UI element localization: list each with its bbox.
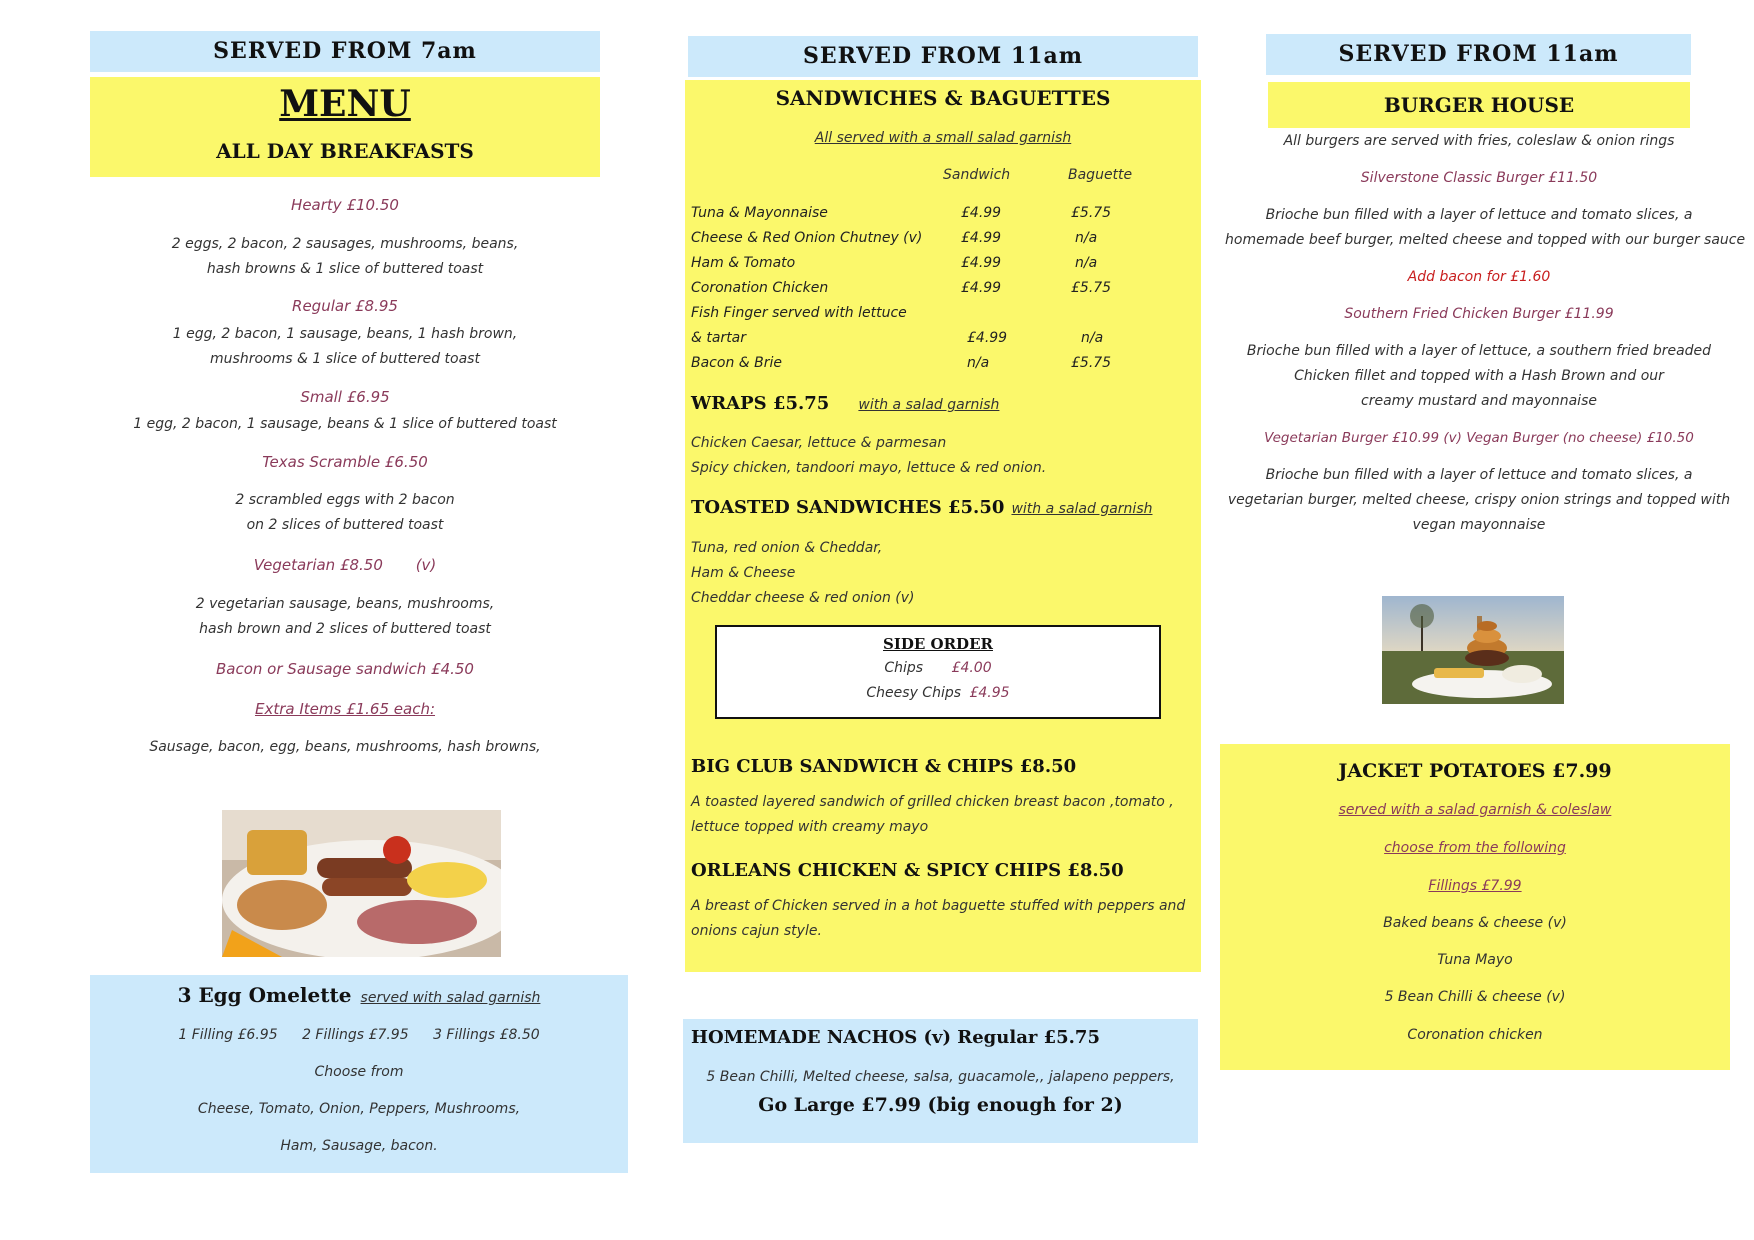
toasted-option: Tuna, red onion & Cheddar, — [691, 540, 883, 556]
burger-desc: Brioche bun filled with a layer of lettuce, a southern fried breaded — [1246, 343, 1712, 359]
jacket-option: Baked beans & cheese (v) — [1383, 915, 1567, 931]
nachos-desc: 5 Bean Chilli, Melted cheese, salsa, guacamole,, jalapeno peppers, — [706, 1069, 1175, 1085]
breakfast-section-title: ALL DAY BREAKFASTS — [216, 139, 474, 163]
burger-desc: Brioche bun filled with a layer of lettuce and tomato slices, a — [1265, 467, 1693, 483]
breakfast-item-desc: 1 egg, 2 bacon, 1 sausage, beans, 1 hash brown, — [172, 326, 518, 342]
breakfast-item-desc: 2 eggs, 2 bacon, 2 sausages, mushrooms, beans, — [171, 236, 519, 252]
table-row: Fish Finger served with lettuce — [691, 304, 907, 321]
breakfast-item-desc: 1 egg, 2 bacon, 1 sausage, beans & 1 slice of buttered toast — [133, 416, 557, 432]
omelette-price-2: 2 Fillings £7.95 — [302, 1027, 409, 1043]
omelette-box — [90, 975, 628, 1173]
sandwiches-box — [685, 80, 1201, 972]
breakfast-item-desc: 2 scrambled eggs with 2 bacon — [235, 492, 455, 508]
table-row: Ham & Tomato £4.99 n/a — [691, 254, 1098, 271]
served-from-11am-banner: SERVED FROM 11am — [688, 36, 1198, 77]
served-from-7am-banner: SERVED FROM 7am — [90, 31, 600, 72]
burger-name: Southern Fried Chicken Burger £11.99 — [1344, 306, 1614, 322]
breakfast-item-desc: hash brown and 2 slices of buttered toast — [199, 621, 491, 637]
jacket-title: JACKET POTATOES £7.99 — [1338, 760, 1612, 782]
table-row: Cheese & Red Onion Chutney (v) £4.99 n/a — [691, 229, 1098, 246]
burger-name: Silverstone Classic Burger £11.50 — [1360, 170, 1598, 186]
side-item-price: £4.95 — [969, 685, 1010, 701]
extra-items-title: Extra Items £1.65 each: — [254, 700, 436, 718]
burger-photo — [1382, 596, 1564, 704]
jacket-option: Coronation chicken — [1407, 1027, 1543, 1043]
jacket-option: 5 Bean Chilli & cheese (v) — [1384, 989, 1566, 1005]
extra-items-list: Sausage, bacon, egg, beans, mushrooms, hash browns, — [149, 739, 541, 755]
side-order-item — [717, 660, 1159, 676]
omelette-title: 3 Egg Omelette — [177, 983, 352, 1007]
breakfast-item-desc: mushrooms & 1 slice of buttered toast — [210, 351, 480, 367]
omelette-price-3: 3 Fillings £8.50 — [433, 1027, 540, 1043]
add-bacon: Add bacon for £1.60 — [1407, 269, 1551, 285]
club-desc: lettuce topped with creamy mayo — [691, 819, 929, 835]
side-order-box — [715, 625, 1161, 719]
sandwiches-note: All served with a small salad garnish — [814, 130, 1072, 146]
omelette-price-1: 1 Filling £6.95 — [178, 1027, 278, 1043]
toasted-heading — [691, 497, 1152, 518]
side-order-item — [717, 685, 1159, 701]
jacket-sub: choose from the following — [1384, 840, 1566, 856]
breakfast-header-box — [90, 77, 600, 177]
col-header-sandwich: Sandwich — [943, 167, 1011, 183]
table-row: Tuna & Mayonnaise £4.99 £5.75 — [691, 204, 1112, 221]
wraps-option: Chicken Caesar, lettuce & parmesan — [691, 435, 947, 451]
burger-house-title: BURGER HOUSE — [1268, 82, 1690, 128]
club-title: BIG CLUB SANDWICH & CHIPS £8.50 — [691, 756, 1077, 777]
side-item-price: £4.00 — [951, 660, 992, 676]
breakfast-item-name: Hearty £10.50 — [291, 196, 399, 214]
burger-name: Vegetarian Burger £10.99 (v) Vegan Burger (no cheese) £10.50 — [1264, 430, 1694, 446]
wraps-note: with a salad garnish — [858, 397, 1000, 413]
vegetarian-tag: (v) — [415, 556, 437, 574]
breakfast-item-name: Regular £8.95 — [292, 297, 398, 315]
orleans-desc: A breast of Chicken served in a hot baguette stuffed with peppers and — [691, 898, 1186, 914]
sandwich-table — [691, 200, 1111, 375]
breakfast-sandwich: Bacon or Sausage sandwich £4.50 — [216, 660, 474, 678]
toasted-note: with a salad garnish — [1011, 501, 1153, 517]
side-item-name: Cheesy Chips — [866, 685, 962, 701]
omelette-fillings-prices — [90, 1027, 628, 1043]
omelette-subtitle: served with salad garnish — [360, 990, 541, 1006]
breakfast-item-name: Small £6.95 — [300, 388, 390, 406]
burger-list — [1225, 130, 1746, 550]
toasted-option: Ham & Cheese — [691, 565, 796, 581]
omelette-options: Ham, Sausage, bacon. — [280, 1138, 438, 1154]
served-from-11am-banner-burgers: SERVED FROM 11am — [1266, 34, 1691, 75]
orleans-desc: onions cajun style. — [691, 923, 822, 939]
jacket-fillings: Fillings £7.99 — [1428, 878, 1522, 894]
omelette-heading — [90, 983, 628, 1007]
breakfast-item-name: Texas Scramble £6.50 — [262, 453, 428, 471]
menu-title: MENU — [279, 83, 411, 125]
burger-desc: creamy mustard and mayonnaise — [1361, 393, 1597, 409]
breakfast-item-desc: on 2 slices of buttered toast — [246, 517, 444, 533]
wraps-option: Spicy chicken, tandoori mayo, lettuce & red onion. — [691, 460, 1047, 476]
breakfast-item-desc: hash browns & 1 slice of buttered toast — [206, 261, 484, 277]
breakfast-photo — [222, 810, 501, 957]
omelette-options: Cheese, Tomato, Onion, Peppers, Mushrooms, — [197, 1101, 521, 1117]
jacket-sub: served with a salad garnish & coleslaw — [1338, 802, 1612, 818]
toasted-option: Cheddar cheese & red onion (v) — [691, 590, 915, 606]
side-item-name: Chips — [884, 660, 924, 676]
sandwiches-title: SANDWICHES & BAGUETTES — [775, 86, 1111, 110]
burger-desc: Chicken fillet and topped with a Hash Brown and our — [1294, 368, 1664, 384]
burger-desc: vegan mayonnaise — [1412, 517, 1546, 533]
table-row: Bacon & Brie n/a £5.75 — [691, 354, 1112, 371]
wraps-heading — [691, 393, 999, 414]
burger-note: All burgers are served with fries, coleslaw & onion rings — [1283, 133, 1675, 149]
club-desc: A toasted layered sandwich of grilled chicken breast bacon ,tomato , — [691, 794, 1174, 810]
side-order-title: SIDE ORDER — [883, 635, 993, 653]
table-row: Coronation Chicken £4.99 £5.75 — [691, 279, 1112, 296]
breakfast-item-desc: 2 vegetarian sausage, beans, mushrooms, — [195, 596, 495, 612]
col-header-baguette: Baguette — [1068, 167, 1133, 183]
nachos-box — [683, 1019, 1198, 1143]
table-row: & tartar £4.99 n/a — [691, 329, 1104, 346]
burger-desc: homemade beef burger, melted cheese and topped with our burger sauce — [1225, 232, 1746, 248]
breakfast-list — [90, 190, 600, 770]
burger-desc: Brioche bun filled with a layer of lettuce and tomato slices, a — [1265, 207, 1693, 223]
jacket-potatoes-box — [1220, 744, 1730, 1070]
nachos-large: Go Large £7.99 (big enough for 2) — [758, 1094, 1123, 1116]
jacket-option: Tuna Mayo — [1437, 952, 1513, 968]
burger-desc: vegetarian burger, melted cheese, crispy onion strings and topped with — [1227, 492, 1731, 508]
toasted-title: TOASTED SANDWICHES £5.50 — [691, 497, 1005, 518]
nachos-title: HOMEMADE NACHOS (v) Regular £5.75 — [691, 1027, 1100, 1048]
vegetarian-breakfast-name: Vegetarian £8.50 — [253, 556, 383, 574]
orleans-title: ORLEANS CHICKEN & SPICY CHIPS £8.50 — [691, 860, 1124, 881]
wraps-title: WRAPS £5.75 — [691, 393, 830, 414]
breakfast-item-name — [90, 556, 600, 574]
omelette-choose: Choose from — [314, 1064, 404, 1080]
